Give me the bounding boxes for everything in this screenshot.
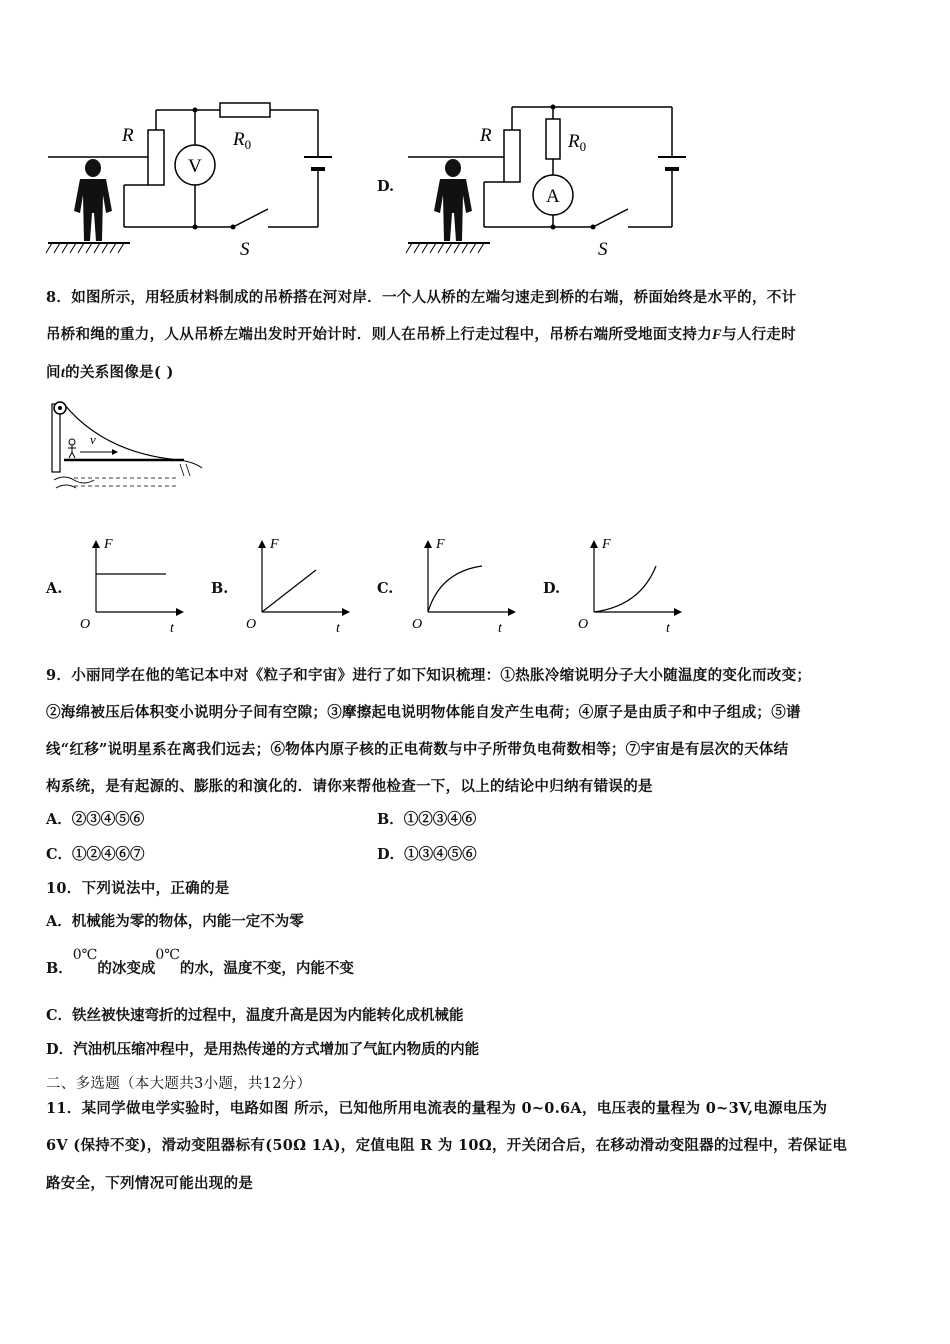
q8-option-a-label[interactable]: A. [46, 580, 63, 597]
circuit-c-label-R0: $R_0$ [233, 129, 252, 152]
q11-line-3: 路安全，下列情况可能出现的是 [46, 1175, 254, 1192]
q10-option-b[interactable] [46, 947, 354, 978]
q8-graph-c-origin: O [412, 617, 423, 632]
q8-line-3 [46, 361, 174, 382]
q10-option-b-temp2: 0℃ [155, 947, 180, 963]
bridge-diagram [44, 398, 209, 503]
q8-graph-c-curve [428, 566, 482, 612]
q9-line-4: 构系统，是有起源的、膨胀的和演化的．请你来帮他检查一下，以上的结论中归纳有错误的是 [46, 778, 653, 795]
q8-option-d-label[interactable]: D. [543, 580, 561, 597]
circuit-c-label-R: R [122, 125, 134, 146]
person-silhouette [434, 159, 472, 241]
q8-var-t: t [60, 365, 66, 381]
q8-line-3b: 的关系图像是( ) [65, 364, 174, 381]
q10-stem: 10．下列说法中，正确的是 [46, 880, 230, 897]
q11-line-2: 6V (保持不变)，滑动变阻器标有(50Ω 1A)，定值电阻 R 为 10Ω，开关闭合后，在移动滑动变阻器的过程中，若保证电 [46, 1137, 848, 1154]
q10-option-a[interactable]: A．机械能为零的物体，内能一定不为零 [46, 913, 304, 930]
circuit-d-label-R0: $R_0$ [568, 131, 587, 154]
q8-line-3a: 间 [46, 364, 61, 381]
q8-graph-a-origin: O [80, 617, 91, 632]
q8-graph-b-origin: O [246, 617, 257, 632]
q10-option-b-temp1: 0℃ [72, 947, 98, 963]
q9-line-2: ②海绵被压后体积变小说明分子间有空隙；③摩擦起电说明物体能自发产生电荷；④原子是由质子和中子组成；⑤谱 [46, 704, 801, 721]
q8-line-1: 8．如图所示，用轻质材料制成的吊桥搭在河对岸．一个人从桥的左端匀速走到桥的右端，桥面始终是水平的，不计 [46, 289, 797, 306]
q8-graph-a-ylabel: F [104, 537, 113, 552]
q8-option-b-label[interactable]: B. [211, 580, 229, 597]
q8-graph-b [242, 536, 352, 636]
q8-graph-b-curve [262, 570, 316, 612]
q8-graph-c [408, 536, 518, 636]
q8-graph-d-xlabel: t [666, 621, 670, 636]
circuit-c-label-S: S [240, 239, 250, 260]
q8-line-2b: 与人行走时 [721, 326, 796, 343]
circuit-d-meter-A: A [546, 186, 560, 207]
q8-graph-d-ylabel: F [602, 537, 611, 552]
q9-option-d[interactable]: D．①③④⑤⑥ [377, 846, 477, 863]
q8-graph-b-xlabel: t [336, 621, 340, 636]
section-2-heading: 二、多选题（本大题共3小题，共12分） [46, 1076, 312, 1092]
q10-option-b-prefix: B． [46, 960, 73, 977]
q10-option-b-mid: 的冰变成 [97, 960, 156, 977]
q8-graph-d-origin: O [578, 617, 589, 632]
circuit-diagram-d [400, 95, 700, 265]
q8-line-2a: 吊桥和绳的重力，人从吊桥左端出发时开始计时．则人在吊桥上行走过程中，吊桥右端所受地面支持力 [46, 326, 712, 343]
q8-graph-c-ylabel: F [436, 537, 445, 552]
q8-graph-a [76, 536, 186, 636]
q8-option-c-label[interactable]: C. [377, 580, 394, 597]
q8-var-F: F [712, 327, 722, 343]
q9-option-c[interactable]: C．①②④⑥⑦ [46, 846, 145, 863]
q8-graph-a-xlabel: t [170, 621, 174, 636]
q8-graph-d [574, 536, 684, 636]
q10-option-d[interactable]: D．汽油机压缩冲程中，是用热传递的方式增加了气缸内物质的内能 [46, 1041, 480, 1058]
q8-graph-c-xlabel: t [498, 621, 502, 636]
circuit-c-meter-V: V [188, 156, 202, 177]
q8-graph-b-ylabel: F [270, 537, 279, 552]
q8-graph-d-curve [594, 566, 656, 612]
circuit-d-option-label[interactable]: D. [377, 178, 395, 195]
q8-line-2 [46, 323, 796, 344]
q9-option-b[interactable]: B．①②③④⑥ [377, 811, 477, 828]
q11-line-1: 11．某同学做电学实验时，电路如图 所示，已知他所用电流表的量程为 0~0.6A，电压表的量程为 0~3V,电源电压为 [46, 1100, 828, 1117]
q10-option-c[interactable]: C．铁丝被快速弯折的过程中，温度升高是因为内能转化成机械能 [46, 1007, 464, 1024]
q9-line-1: 9．小丽同学在他的笔记本中对《粒子和宇宙》进行了如下知识梳理：①热胀冷缩说明分子大小随温度的变化而改变； [46, 667, 812, 684]
q9-line-3: 线“红移”说明星系在离我们远去；⑥物体内原子核的正电荷数与中子所带负电荷数相等；⑦宇宙是有层次的天体结 [46, 741, 789, 758]
person-silhouette [74, 159, 112, 241]
circuit-d-label-S: S [598, 239, 608, 260]
circuit-diagram-c [40, 95, 340, 265]
circuit-d-label-R: R [480, 125, 492, 146]
q9-option-a[interactable]: A．②③④⑤⑥ [46, 811, 145, 828]
q10-option-b-suffix: 的水，温度不变，内能不变 [179, 960, 354, 977]
bridge-v-label: v [90, 432, 96, 447]
